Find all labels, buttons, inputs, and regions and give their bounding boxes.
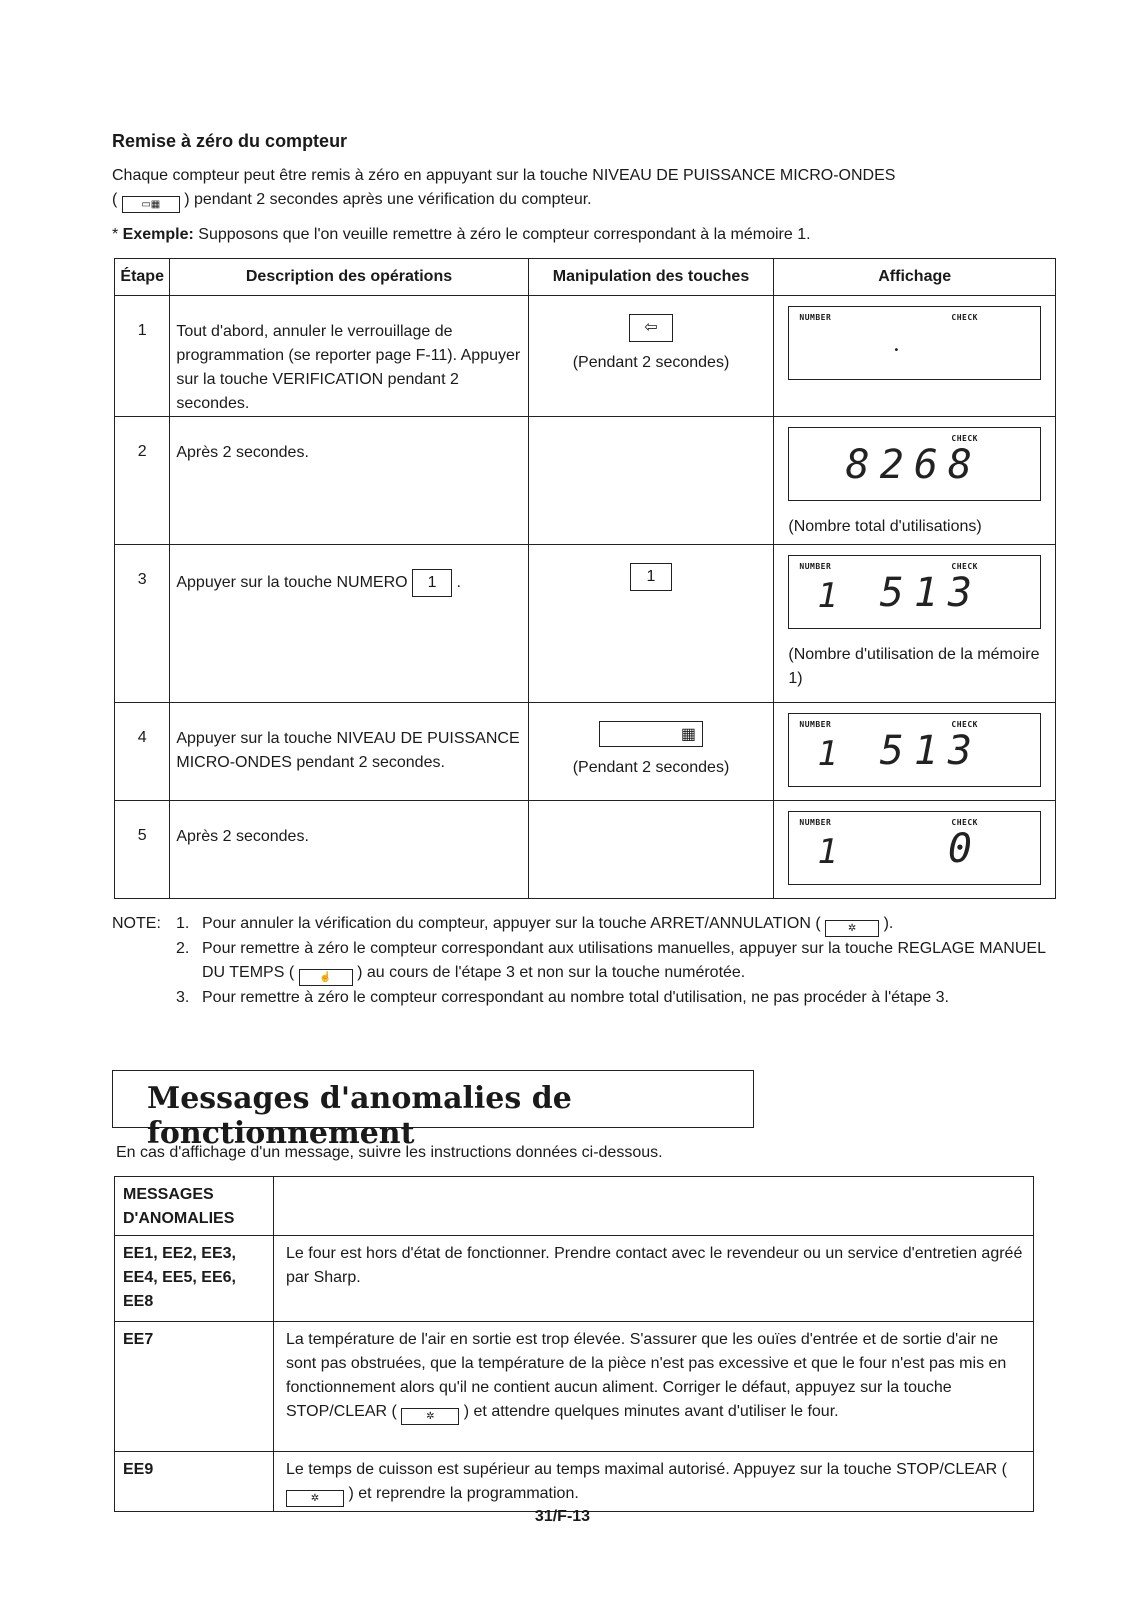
- lcd-value: 513: [879, 570, 982, 616]
- note-number: 2.: [176, 940, 190, 957]
- note-text: Pour remettre à zéro le compteur correspondant aux utilisations manuelles, appuyer sur la touche REGLAGE MANUEL DU TEMPS ( ☝ ) au cours de l'étape 3 et non sur la touche numérotée.: [202, 937, 1052, 986]
- table-row: [115, 1322, 1034, 1452]
- lcd-value: 0: [947, 826, 982, 872]
- step-description: Appuyer sur la touche NIVEAU DE PUISSANCE MICRO-ONDES pendant 2 secondes.: [170, 703, 528, 801]
- header-display: Affichage: [774, 259, 1056, 296]
- anomaly-text: Le temps de cuisson est supérieur au temps maximal autorisé. Appuyez sur la touche STOP/CLEAR ( ✲ ) et reprendre la programmation.: [274, 1452, 1034, 1512]
- anomalies-banner: [112, 1070, 754, 1151]
- steps-header-row: [115, 259, 1056, 296]
- table-row: [115, 545, 1056, 703]
- asterisk: *: [112, 226, 123, 243]
- display-caption: (Nombre d'utilisation de la mémoire 1): [788, 646, 1040, 687]
- header-description: Description des opérations: [170, 259, 528, 296]
- header-step: Étape: [115, 259, 170, 296]
- table-row: [115, 296, 1056, 417]
- header-keys: Manipulation des touches: [528, 259, 774, 296]
- lcd-display: [788, 427, 1041, 501]
- intro-line-1: Chaque compteur peut être remis à zéro en appuyant sur la touche NIVEAU DE PUISSANCE MICRO-ONDES: [112, 167, 896, 184]
- lcd-memory: 1: [817, 832, 838, 872]
- manual-time-key-icon: ☝: [299, 969, 353, 986]
- step-number: 2: [115, 417, 170, 545]
- stop-key-icon: ✲: [825, 920, 879, 937]
- notes-block: [112, 912, 1052, 1010]
- number-1-key: 1: [412, 569, 452, 597]
- key-hint: (Pendant 2 secondes): [572, 354, 730, 371]
- step-description-text: Appuyer sur la touche NUMERO: [176, 574, 408, 591]
- lcd-check-label: CHECK: [951, 720, 978, 729]
- intro-line-2-text: ) pendant 2 secondes après une vérification du compteur.: [184, 191, 592, 208]
- lcd-value: 8268: [845, 442, 982, 488]
- example-text: Supposons que l'on veuille remettre à zéro le compteur correspondant à la mémoire 1.: [198, 226, 811, 243]
- note-label: NOTE:: [112, 915, 161, 932]
- lcd-dot: •: [893, 345, 900, 356]
- lcd-display: [788, 713, 1041, 787]
- note-number: 3.: [176, 989, 190, 1006]
- note-text: Pour remettre à zéro le compteur correspondant au nombre total d'utilisation, ne pas procéder à l'étape 3.: [202, 989, 949, 1006]
- anomalies-header-blank: [274, 1177, 1034, 1236]
- step-keys: [528, 417, 774, 545]
- power-level-key-icon: ▦: [599, 721, 703, 747]
- lcd-check-label: CHECK: [951, 313, 978, 322]
- display-caption: (Nombre total d'utilisations): [788, 518, 982, 535]
- paren-open: (: [112, 191, 118, 208]
- anomalies-table: [114, 1176, 1034, 1512]
- step-display: [774, 545, 1056, 703]
- table-row: [115, 1236, 1034, 1322]
- table-row: [115, 801, 1056, 899]
- lcd-value: 513: [879, 728, 982, 774]
- step-display: [774, 296, 1056, 417]
- anomalies-header: MESSAGES D'ANOMALIES: [115, 1177, 274, 1236]
- anomaly-code: EE1, EE2, EE3, EE4, EE5, EE6, EE8: [115, 1236, 274, 1322]
- step-display: [774, 801, 1056, 899]
- step-description: Appuyer sur la touche NUMERO 1 .: [170, 545, 528, 703]
- note-text: Pour annuler la vérification du compteur, appuyer sur la touche ARRET/ANNULATION ( ✲ ).: [202, 912, 893, 937]
- step-description: Après 2 secondes.: [170, 417, 528, 545]
- anomaly-text: Le four est hors d'état de fonctionner. Prendre contact avec le revendeur ou un service d'entretien agréé par Sharp.: [274, 1236, 1034, 1322]
- table-row: [115, 1177, 1034, 1236]
- step-number: 4: [115, 703, 170, 801]
- table-row: [115, 703, 1056, 801]
- step-description: Après 2 secondes.: [170, 801, 528, 899]
- note-number: 1.: [176, 915, 190, 932]
- steps-table: [114, 258, 1056, 899]
- example-label: Exemple:: [122, 226, 194, 243]
- lcd-check-label: CHECK: [951, 434, 978, 443]
- lcd-display: [788, 306, 1041, 380]
- anomalies-intro: En cas d'affichage d'un message, suivre les instructions données ci-dessous.: [116, 1144, 663, 1161]
- lcd-check-label: CHECK: [951, 562, 978, 571]
- step-display: [774, 703, 1056, 801]
- intro-line-2: [112, 188, 1052, 213]
- step-number: 5: [115, 801, 170, 899]
- note-item: [112, 937, 1052, 986]
- example-line: [112, 226, 1052, 244]
- key-hint: (Pendant 2 secondes): [572, 759, 730, 776]
- step-number: 3: [115, 545, 170, 703]
- section-title: Remise à zéro du compteur: [112, 131, 348, 151]
- table-row: [115, 1452, 1034, 1512]
- lcd-number-label: NUMBER: [799, 562, 832, 571]
- number-1-key: 1: [630, 563, 672, 591]
- step-keys: [528, 296, 774, 417]
- lcd-memory: 1: [817, 576, 838, 616]
- anomaly-code: EE7: [115, 1322, 274, 1452]
- lcd-number-label: NUMBER: [799, 313, 832, 322]
- step-description: Tout d'abord, annuler le verrouillage de programmation (se reporter page F-11). Appuyer sur la touche VERIFICATION pendant 2 secondes.: [170, 296, 528, 417]
- power-level-key-icon: ▭▦: [122, 196, 180, 213]
- check-key-icon: ⇦: [629, 314, 673, 342]
- lcd-memory: 1: [817, 734, 838, 774]
- stop-key-icon: ✲: [401, 1408, 459, 1425]
- lcd-check-label: CHECK: [951, 818, 978, 827]
- anomalies-title: Messages d'anomalies de fonctionnement: [147, 1081, 572, 1151]
- note-item: [112, 912, 1052, 937]
- table-row: [115, 417, 1056, 545]
- lcd-display: [788, 555, 1041, 629]
- step-display: [774, 417, 1056, 545]
- lcd-number-label: NUMBER: [799, 720, 832, 729]
- step-keys: [528, 801, 774, 899]
- step-number: 1: [115, 296, 170, 417]
- intro-paragraph: [112, 164, 1052, 213]
- page-number: 31/F-13: [534, 1508, 591, 1525]
- anomaly-code: EE9: [115, 1452, 274, 1512]
- note-item: [112, 986, 1052, 1010]
- lcd-display: [788, 811, 1041, 885]
- step-keys: [528, 545, 774, 703]
- anomaly-text: La température de l'air en sortie est trop élevée. S'assurer que les ouïes d'entrée et de sortie d'air ne sont pas obstruées, que la température de la pièce n'est pas excessive et que le four n'est pas mis en fonctionnement alors qu'il ne contient aucun aliment. Corriger le défaut, appuyez sur la touche STOP/CLEAR ( ✲ ) et attendre quelques minutes avant d'utiliser le four.: [274, 1322, 1034, 1452]
- step-keys: [528, 703, 774, 801]
- lcd-number-label: NUMBER: [799, 818, 832, 827]
- stop-key-icon: ✲: [286, 1490, 344, 1507]
